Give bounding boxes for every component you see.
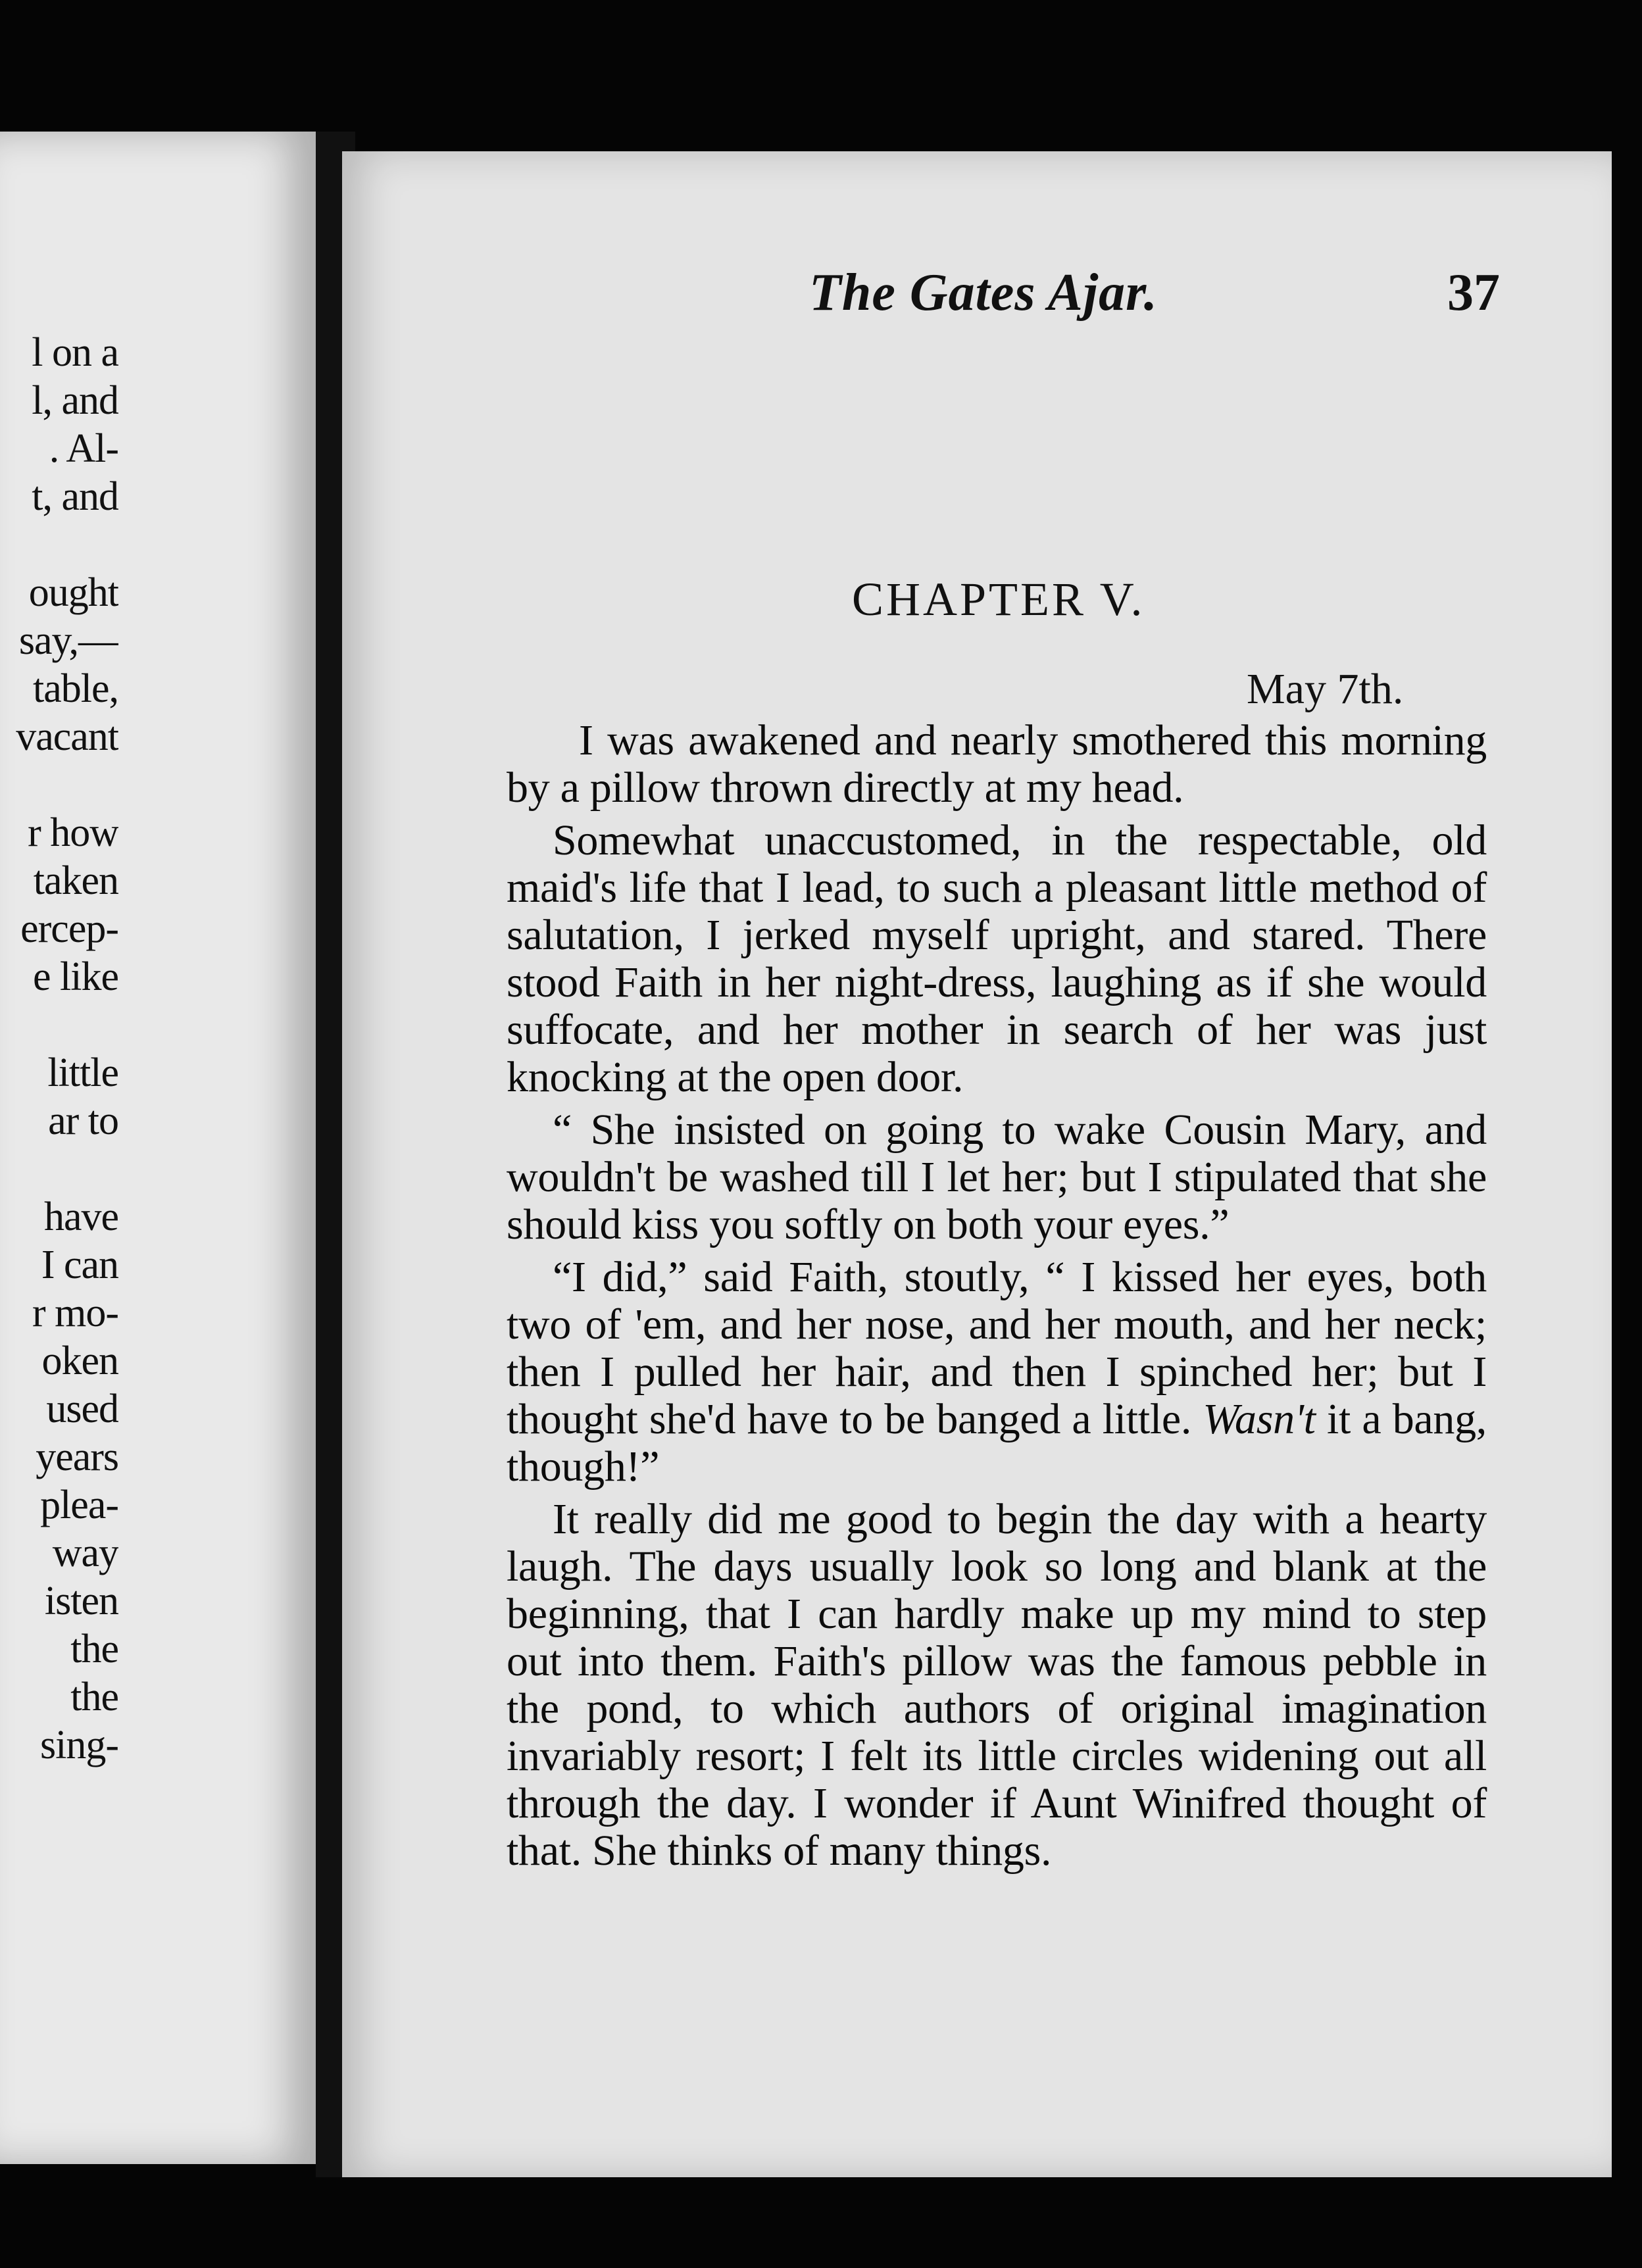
page-number: 37 [1447,264,1500,322]
left-page-line: vacant [16,714,118,759]
left-page-line: taken [33,858,118,903]
paragraph-4 [507,1254,1487,1491]
left-page [0,132,316,2164]
left-page-line: plea- [40,1483,118,1527]
left-page-line: ought [28,570,118,615]
left-page-line: the [70,1627,118,1671]
left-page-line: years [36,1435,118,1479]
left-page-line-gap [0,521,118,569]
paragraph-5: It really did me good to begin the day with a hearty laugh. The days usually look so long and blank at the beginning, that I can hardly make up my mind to step out into them. Faith's pillow was the famous pebble in the pond, to which authors of original imagination invariably resort; I felt its little circles widening out all through the day. I wonder if Aunt Winifred thought of that. She thinks of many things. [507,1495,1487,1875]
left-page-line: r how [28,810,118,855]
running-header [809,263,1500,335]
left-page-line: the [70,1675,118,1719]
left-page-line-gap [0,761,118,809]
paragraph-3: “ She insisted on going to wake Cousin Mary, and wouldn't be washed till I let her; but I stipulated that she should kiss you softly on both your eyes.” [507,1106,1487,1248]
left-page-line-gap [0,1145,118,1193]
left-page-line: ar to [48,1098,118,1143]
left-page-text-fragments [0,329,118,1769]
left-page-line: t, and [32,474,118,519]
chapter-title: CHAPTER V. [852,573,1145,626]
left-page-line: say,— [18,618,118,663]
paragraph-1: I was awakened and nearly smothered this morning by a pillow thrown directly at my head. [507,716,1487,812]
paragraph-4-end: it a bang, though!” [507,1395,1487,1491]
entry-date: May 7th. [1247,665,1404,713]
left-page-line: used [46,1387,118,1431]
left-page-line: little [47,1050,118,1095]
left-page-line: I can [41,1243,118,1287]
left-page-line: r mo- [32,1291,118,1335]
paragraph-4-text: “I did,” said Faith, stoutly, “ I kissed her eyes, both two of 'em, and her nose, and her mouth, and her neck; then I pulled her hair, and then I spinched her; but I thought she'd have to be banged a little. [507,1253,1487,1443]
left-page-line: isten [44,1579,118,1623]
left-page-line-gap [0,1001,118,1049]
left-page-line: sing- [40,1723,118,1767]
left-page-line: way [52,1531,118,1575]
left-page-line: e like [33,954,118,999]
running-title: The Gates Ajar. [809,264,1158,322]
paragraph-4-italic: Wasn't [1203,1395,1316,1443]
left-page-line: l on a [32,330,118,375]
left-page-line: . Al- [49,426,118,471]
left-page-line: ercep- [20,906,118,951]
left-page-line: have [43,1195,118,1239]
left-page-line: l, and [32,378,118,423]
paragraph-2: Somewhat unaccustomed, in the respectable, old maid's life that I lead, to such a pleasant little method of salutation, I jerked myself upright, and stared. There stood Faith in her night-dress, laughing as if she would suffocate, and her mother in search of her was just knocking at the open door. [507,816,1487,1101]
left-page-line: oken [41,1339,118,1383]
body-text [507,717,1487,1880]
left-page-line: table, [33,666,118,711]
